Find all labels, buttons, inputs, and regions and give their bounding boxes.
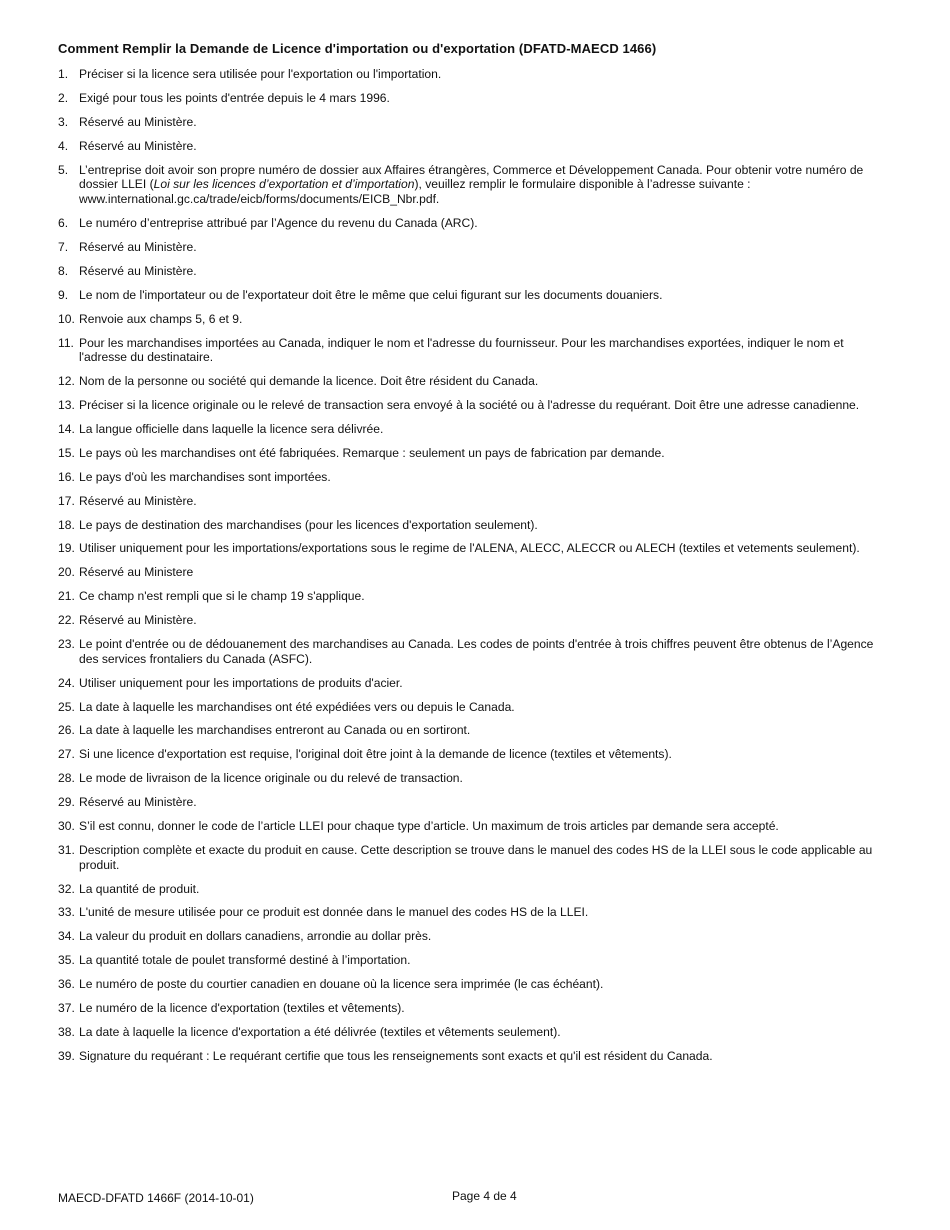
list-item xyxy=(58,795,888,810)
list-item xyxy=(58,67,888,82)
list-item xyxy=(58,312,888,327)
list-item xyxy=(58,905,888,920)
item-text: Ce champ n'est rempli que si le champ 19 s'applique. xyxy=(79,589,365,604)
item-number: 37. xyxy=(58,1001,75,1016)
item-text: Préciser si la licence sera utilisée pour l'exportation ou l'importation. xyxy=(79,67,442,81)
list-item xyxy=(58,336,888,366)
item-number: 23. xyxy=(58,636,75,651)
item-number: 38. xyxy=(58,1024,75,1039)
item-number: 11. xyxy=(58,335,74,350)
item-number: 15. xyxy=(58,445,75,460)
list-item xyxy=(58,819,888,834)
page-number: Page 4 de 4 xyxy=(452,1189,517,1203)
item-text: Si une licence d'exportation est requise, l'original doit être joint à la demande de licence (textiles et vêtements). xyxy=(79,747,672,762)
item-text-part: L’entreprise doit avoir son propre numéro de dossier aux Affaires étrangères, Commerce et Développement Canada. Pour obtenir votre numéro de dossier LLEI ( xyxy=(79,162,864,192)
item-text: Renvoie aux champs 5, 6 et 9. xyxy=(79,311,243,326)
item-text: La date à laquelle les marchandises entreront au Canada ou en sortiront. xyxy=(79,723,471,738)
item-text: Signature du requérant : Le requérant certifie que tous les renseignements sont exacts et qu'il est résident du Canada. xyxy=(79,1048,713,1063)
item-number: 28. xyxy=(58,771,75,786)
item-number: 6. xyxy=(58,216,69,231)
item-text: Le nom de l'importateur ou de l'exportateur doit être le même que celui figurant sur les documents douaniers. xyxy=(79,287,663,302)
item-number: 39. xyxy=(58,1048,75,1063)
list-item xyxy=(58,676,888,691)
item-number: 20. xyxy=(58,565,75,580)
item-number: 3. xyxy=(58,114,69,129)
form-identifier: MAECD-DFATD 1466F (2014-10-01) xyxy=(58,1191,254,1205)
item-number: 2. xyxy=(58,90,69,105)
item-text: Nom de la personne ou société qui demande la licence. Doit être résident du Canada. xyxy=(79,374,539,389)
item-text: Réservé au Ministère. xyxy=(79,263,197,278)
list-item xyxy=(58,139,888,154)
item-number: 13. xyxy=(58,398,75,413)
list-item xyxy=(58,240,888,255)
item-number: 36. xyxy=(58,977,75,992)
item-text: La date à laquelle la licence d'exportation a été délivrée (textiles et vêtements seulement). xyxy=(79,1024,561,1039)
list-item xyxy=(58,929,888,944)
item-text: Réservé au Ministère. xyxy=(79,795,197,810)
list-item xyxy=(58,977,888,992)
item-number: 34. xyxy=(58,929,75,944)
item-number: 5. xyxy=(58,162,69,177)
list-item xyxy=(58,470,888,485)
list-item xyxy=(58,91,888,106)
list-item xyxy=(58,637,888,667)
item-text: La quantité totale de poulet transformé destiné à l’importation. xyxy=(79,953,411,968)
instruction-list xyxy=(58,67,888,1073)
page-title: Comment Remplir la Demande de Licence d'importation ou d'exportation (DFATD-MAECD 1466) xyxy=(58,41,657,56)
item-number: 33. xyxy=(58,905,75,920)
list-item xyxy=(58,216,888,231)
item-number: 9. xyxy=(58,287,69,302)
item-text: Utiliser uniquement pour les importations de produits d'acier. xyxy=(79,675,403,690)
item-text: La valeur du produit en dollars canadiens, arrondie au dollar près. xyxy=(79,929,432,944)
list-item xyxy=(58,518,888,533)
item-text: Le numéro de poste du courtier canadien en douane où la licence sera imprimée (le cas échéant). xyxy=(79,977,604,992)
item-text: Le numéro de la licence d'exportation (textiles et vêtements). xyxy=(79,1001,405,1016)
list-item xyxy=(58,374,888,389)
item-text-part: ), veuillez remplir le formulaire disponible à l’adresse suivante : www.international.gc.ca/trade/eicb/forms/documents/EICB_Nbr.pdf. xyxy=(79,177,751,207)
item-number: 7. xyxy=(58,239,69,254)
list-item xyxy=(58,264,888,279)
item-text: Le mode de livraison de la licence originale ou du relevé de transaction. xyxy=(79,771,463,786)
item-text: Description complète et exacte du produit en cause. Cette description se trouve dans le manuel des codes HS de la LLEI sous le code applicable au produit. xyxy=(79,842,873,872)
item-text: Réservé au Ministère. xyxy=(79,493,197,508)
item-text: Réservé au Ministère. xyxy=(79,114,197,129)
item-number: 22. xyxy=(58,613,75,628)
list-item xyxy=(58,446,888,461)
item-text: L'unité de mesure utilisée pour ce produit est donnée dans le manuel des codes HS de la LLEI. xyxy=(79,905,589,920)
item-number: 27. xyxy=(58,747,75,762)
item-number: 8. xyxy=(58,263,69,278)
item-number: 12. xyxy=(58,374,75,389)
item-number: 4. xyxy=(58,138,69,153)
item-text: La langue officielle dans laquelle la licence sera délivrée. xyxy=(79,421,384,436)
item-number: 17. xyxy=(58,493,75,508)
list-item xyxy=(58,288,888,303)
list-item xyxy=(58,700,888,715)
item-text: Réservé au Ministere xyxy=(79,565,194,580)
item-text xyxy=(79,163,888,207)
item-number: 21. xyxy=(58,589,75,604)
item-number: 1. xyxy=(58,67,69,81)
item-text: Pour les marchandises importées au Canada, indiquer le nom et l'adresse du fournisseur. Pour les marchandises exportées, indiquer le nom et l'adresse du destinataire. xyxy=(79,335,844,365)
item-number: 16. xyxy=(58,469,75,484)
list-item xyxy=(58,398,888,413)
list-item xyxy=(58,1049,888,1064)
item-number: 31. xyxy=(58,842,75,857)
item-number: 30. xyxy=(58,819,75,834)
list-item xyxy=(58,163,888,207)
item-number: 14. xyxy=(58,421,75,436)
item-text: Le pays de destination des marchandises (pour les licences d'exportation seulement). xyxy=(79,517,538,532)
list-item xyxy=(58,882,888,897)
item-text: Le pays d'où les marchandises sont importées. xyxy=(79,469,331,484)
item-number: 10. xyxy=(58,311,75,326)
list-item xyxy=(58,541,888,556)
item-text: La quantité de produit. xyxy=(79,881,200,896)
item-text: S’il est connu, donner le code de l’article LLEI pour chaque type d’article. Un maximum de trois articles par demande sera accepté. xyxy=(79,819,779,834)
item-number: 32. xyxy=(58,881,75,896)
list-item xyxy=(58,115,888,130)
item-text: Le point d'entrée ou de dédouanement des marchandises au Canada. Les codes de points d'entrée à trois chiffres peuvent être obtenus de l’Agence des services frontaliers du Canada (ASFC). xyxy=(79,636,874,666)
list-item xyxy=(58,422,888,437)
item-number: 29. xyxy=(58,795,75,810)
list-item xyxy=(58,771,888,786)
item-number: 19. xyxy=(58,541,75,556)
list-item xyxy=(58,843,888,873)
list-item xyxy=(58,747,888,762)
list-item xyxy=(58,613,888,628)
item-text: Réservé au Ministère. xyxy=(79,239,197,254)
item-text: Réservé au Ministère. xyxy=(79,138,197,153)
item-text: Réservé au Ministère. xyxy=(79,613,197,628)
list-item xyxy=(58,1001,888,1016)
item-text: Exigé pour tous les points d'entrée depuis le 4 mars 1996. xyxy=(79,90,390,105)
item-number: 24. xyxy=(58,675,75,690)
item-text: Le numéro d’entreprise attribué par l’Agence du revenu du Canada (ARC). xyxy=(79,216,478,231)
list-item xyxy=(58,565,888,580)
list-item xyxy=(58,494,888,509)
list-item xyxy=(58,589,888,604)
item-text: Utiliser uniquement pour les importations/exportations sous le regime de l'ALENA, ALECC, ALECCR ou ALECH (textiles et vetements seulement). xyxy=(79,541,860,556)
item-number: 18. xyxy=(58,517,75,532)
list-item xyxy=(58,723,888,738)
item-text: Le pays où les marchandises ont été fabriquées. Remarque : seulement un pays de fabrication par demande. xyxy=(79,445,665,460)
item-number: 25. xyxy=(58,699,75,714)
item-text: Préciser si la licence originale ou le relevé de transaction sera envoyé à la société ou à l'adresse du requérant. Doit être une adresse canadienne. xyxy=(79,398,860,413)
list-item xyxy=(58,953,888,968)
list-item xyxy=(58,1025,888,1040)
item-text: La date à laquelle les marchandises ont été expédiées vers ou depuis le Canada. xyxy=(79,699,515,714)
item-number: 26. xyxy=(58,723,75,738)
item-text-italic: Loi sur les licences d’exportation et d’importation xyxy=(153,177,415,192)
item-number: 35. xyxy=(58,953,75,968)
